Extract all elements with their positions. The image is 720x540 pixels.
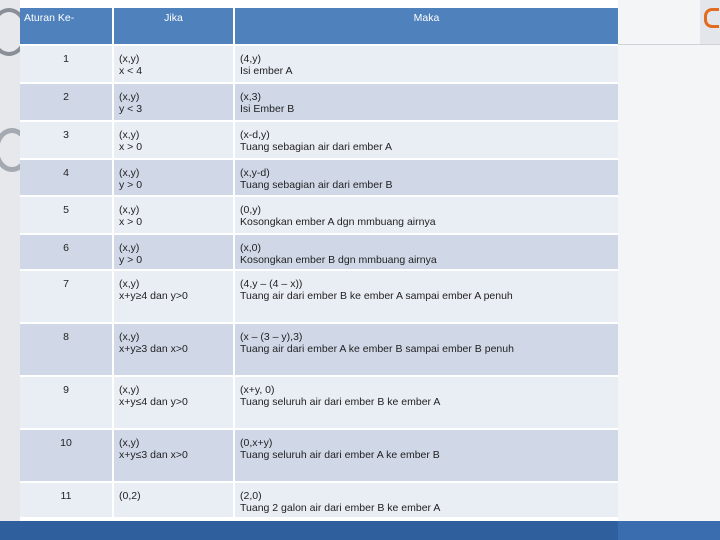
- rule-number-cell: [20, 376, 113, 429]
- action-description: Isi Ember B: [240, 103, 295, 115]
- action-state: (x,y-d): [240, 167, 270, 179]
- rule-number: 4: [63, 167, 69, 179]
- condition-cell: [113, 429, 234, 482]
- footer-bar-accent: [618, 521, 720, 540]
- condition-test: x+y≥3 dan x>0: [119, 343, 188, 355]
- table-row: [20, 234, 618, 270]
- condition-test: x > 0: [119, 216, 143, 228]
- action-state: (x+y, 0): [240, 384, 275, 396]
- table-header-row: [20, 8, 618, 45]
- table-row: [20, 482, 618, 518]
- table-row: [20, 83, 618, 121]
- rule-number: 7: [63, 278, 69, 290]
- rule-number: 2: [63, 91, 69, 103]
- condition-test: y < 3: [119, 103, 143, 115]
- condition-state: (x,y): [119, 91, 140, 103]
- action-description: Tuang sebagian air dari ember A: [240, 141, 392, 153]
- rule-number: 11: [60, 490, 72, 502]
- action-state: (0,x+y): [240, 437, 273, 449]
- action-cell: [234, 83, 618, 121]
- action-state: (x,0): [240, 242, 261, 254]
- action-state: (x – (3 – y),3): [240, 331, 303, 343]
- action-state: (0,y): [240, 204, 261, 216]
- action-description: Kosongkan ember A dgn mmbuang airnya: [240, 216, 436, 228]
- rule-number-cell: [20, 83, 113, 121]
- table-row: [20, 159, 618, 196]
- action-cell: [234, 45, 618, 83]
- rule-number-cell: [20, 45, 113, 83]
- condition-cell: [113, 159, 234, 196]
- rule-number: 5: [63, 204, 69, 216]
- condition-state: (x,y): [119, 437, 140, 449]
- action-cell: [234, 376, 618, 429]
- slide-right-margin: [618, 0, 720, 540]
- rule-number-cell: [20, 429, 113, 482]
- condition-cell: [113, 121, 234, 159]
- condition-state: (x,y): [119, 204, 140, 216]
- action-description: Tuang seluruh air dari ember A ke ember B: [240, 449, 440, 461]
- condition-state: (x,y): [119, 53, 140, 65]
- action-cell: [234, 196, 618, 234]
- action-description: Tuang sebagian air dari ember B: [240, 179, 393, 191]
- rule-number-cell: [20, 323, 113, 376]
- condition-state: (x,y): [119, 242, 140, 254]
- footer-bar: [0, 521, 720, 540]
- production-rules-table: [20, 8, 618, 519]
- action-description: Kosongkan ember B dgn mmbuang airnya: [240, 254, 437, 266]
- action-description: Tuang air dari ember B ke ember A sampai ember A penuh: [240, 290, 513, 302]
- table-row: [20, 121, 618, 159]
- action-cell: [234, 270, 618, 323]
- slide-left-margin: [0, 0, 20, 540]
- action-description: Isi ember A: [240, 65, 293, 77]
- condition-cell: [113, 45, 234, 83]
- condition-test: x+y≤4 dan y>0: [119, 396, 188, 408]
- action-description: Tuang seluruh air dari ember B ke ember A: [240, 396, 441, 408]
- rule-number-cell: [20, 482, 113, 518]
- condition-cell: [113, 196, 234, 234]
- brand-accent-icon: [700, 0, 720, 44]
- condition-state: (x,y): [119, 278, 140, 290]
- table-row: [20, 196, 618, 234]
- action-state: (4,y): [240, 53, 261, 65]
- rule-number-cell: [20, 121, 113, 159]
- condition-cell: [113, 270, 234, 323]
- condition-state: (x,y): [119, 331, 140, 343]
- table-row: [20, 376, 618, 429]
- condition-state: (0,2): [119, 490, 141, 502]
- condition-test: x+y≤3 dan x>0: [119, 449, 188, 461]
- action-state: (x,3): [240, 91, 261, 103]
- action-cell: [234, 159, 618, 196]
- rule-number-cell: [20, 159, 113, 196]
- condition-state: (x,y): [119, 129, 140, 141]
- action-cell: [234, 429, 618, 482]
- header-condition: Jika: [113, 8, 234, 45]
- rule-number-cell: [20, 270, 113, 323]
- rule-number: 3: [63, 129, 69, 141]
- rule-number-cell: [20, 196, 113, 234]
- header-rule-number: Aturan Ke-: [20, 8, 113, 45]
- rule-number: 8: [63, 331, 69, 343]
- condition-cell: [113, 376, 234, 429]
- condition-cell: [113, 234, 234, 270]
- condition-state: (x,y): [119, 384, 140, 396]
- condition-cell: [113, 323, 234, 376]
- slide-divider-line: [618, 44, 720, 45]
- action-cell: [234, 121, 618, 159]
- condition-cell: [113, 482, 234, 518]
- rule-number: 6: [63, 242, 69, 254]
- rule-number: 1: [63, 53, 69, 65]
- condition-test: y > 0: [119, 254, 143, 266]
- condition-test: y > 0: [119, 179, 143, 191]
- rule-number-cell: [20, 234, 113, 270]
- table-row: [20, 429, 618, 482]
- condition-test: x < 4: [119, 65, 143, 77]
- action-cell: [234, 323, 618, 376]
- header-action: Maka: [234, 8, 618, 45]
- table-row: [20, 270, 618, 323]
- action-state: (2,0): [240, 490, 262, 502]
- action-description: Tuang air dari ember A ke ember B sampai ember B penuh: [240, 343, 514, 355]
- action-cell: [234, 482, 618, 518]
- rule-number: 10: [60, 437, 72, 449]
- condition-test: x+y≥4 dan y>0: [119, 290, 188, 302]
- condition-state: (x,y): [119, 167, 140, 179]
- action-state: (x-d,y): [240, 129, 270, 141]
- condition-cell: [113, 83, 234, 121]
- action-description: Tuang 2 galon air dari ember B ke ember A: [240, 502, 441, 514]
- table-row: [20, 323, 618, 376]
- action-cell: [234, 234, 618, 270]
- action-state: (4,y – (4 – x)): [240, 278, 303, 290]
- rule-number: 9: [63, 384, 69, 396]
- table-row: [20, 45, 618, 83]
- condition-test: x > 0: [119, 141, 143, 153]
